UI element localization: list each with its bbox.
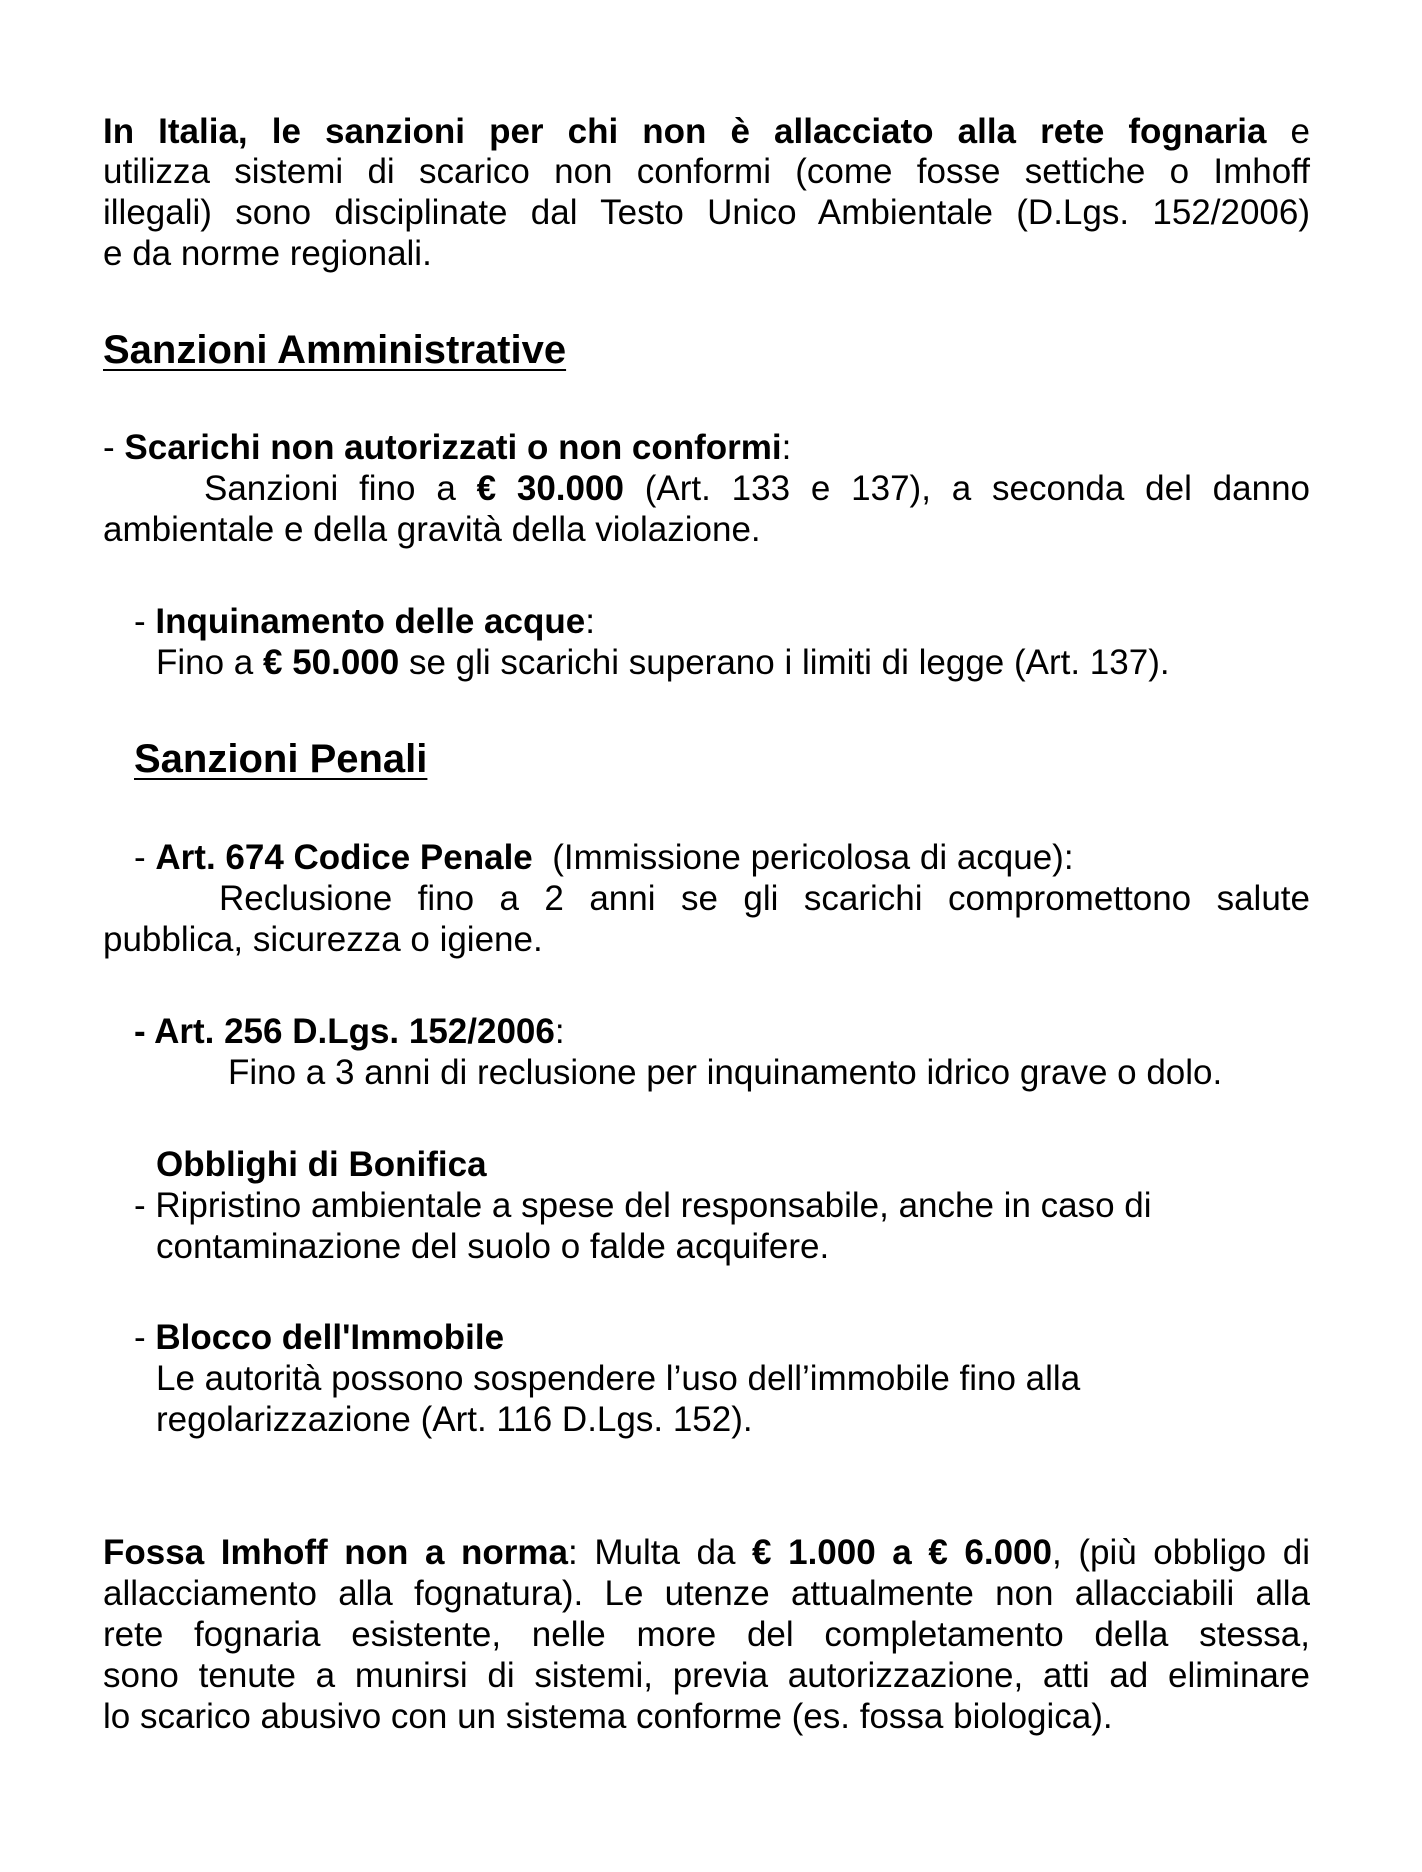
art674-title-line — [134, 838, 1074, 878]
bonifica-line-2: contaminazione del suolo o falde acquifere. — [156, 1227, 830, 1266]
bonifica-line-1: - Ripristino ambientale a spese del responsabile, anche in caso di — [134, 1186, 1152, 1225]
art674-title: Art. 674 Codice Penale — [155, 838, 533, 877]
scarichi-line-2: ambientale e della gravità della violazione. — [103, 510, 761, 549]
scarichi-amount: € 30.000 — [476, 469, 624, 508]
art256-title: - Art. 256 D.Lgs. 152/2006 — [134, 1012, 555, 1051]
blocco-line-2: regolarizzazione (Art. 116 D.Lgs. 152). — [156, 1400, 753, 1439]
imhoff-line-1 — [103, 1533, 1310, 1573]
intro-line-1-rest: e — [1290, 112, 1310, 151]
inquinamento-text-a: Fino a — [156, 643, 263, 682]
imhoff-text-a: : Multa da — [568, 1533, 753, 1572]
art674-subtitle: (Immissione pericolosa di acque): — [532, 838, 1074, 877]
scarichi-text-b: (Art. 133 e 137), a seconda del danno — [623, 469, 1311, 508]
scarichi-line-1 — [204, 469, 1310, 509]
inquinamento-text-b: se gli scarichi superano i limiti di legge (Art. 137). — [399, 643, 1170, 682]
imhoff-line-3: rete fognaria esistente, nelle more del completamento della stessa, — [103, 1615, 1310, 1654]
heading-penal: Sanzioni Penali — [134, 737, 428, 781]
art256-title-line — [134, 1012, 565, 1052]
intro-line-2: utilizza sistemi di scarico non conformi (come fosse settiche o Imhoff — [103, 152, 1310, 191]
art674-line-1: Reclusione fino a 2 anni se gli scarichi compromettono salute — [219, 879, 1310, 918]
imhoff-line-2: allacciamento alla fognatura). Le utenze attualmente non allacciabili alla — [103, 1574, 1310, 1613]
colon: : — [554, 1012, 565, 1051]
scarichi-text-a: Sanzioni fino a — [204, 469, 477, 508]
imhoff-line-5: lo scarico abusivo con un sistema conforme (es. fossa biologica). — [103, 1697, 1113, 1736]
intro-line-3: illegali) sono disciplinate dal Testo Unico Ambientale (D.Lgs. 152/2006) — [103, 193, 1310, 232]
intro-bold: In Italia, le sanzioni per chi non è allacciato alla rete fognaria — [103, 112, 1267, 151]
inquinamento-title: Inquinamento delle acque — [155, 602, 586, 641]
bonifica-title-line — [156, 1145, 487, 1185]
inquinamento-line-1 — [156, 643, 1170, 683]
scarichi-title: Scarichi non autorizzati o non conformi — [124, 428, 782, 467]
blocco-line-1: Le autorità possono sospendere l’uso dell’immobile fino alla — [156, 1359, 1081, 1398]
dash: - — [134, 838, 156, 877]
dash: - — [134, 1318, 156, 1357]
blocco-title-line — [134, 1318, 504, 1358]
imhoff-text-b: , (più obbligo di — [1052, 1533, 1310, 1572]
imhoff-line-4: sono tenute a munirsi di sistemi, previa autorizzazione, atti ad eliminare — [103, 1656, 1310, 1695]
scarichi-title-line — [103, 428, 791, 468]
imhoff-amount: € 1.000 a € 6.000 — [752, 1533, 1052, 1572]
art256-line-1: Fino a 3 anni di reclusione per inquinamento idrico grave o dolo. — [228, 1053, 1223, 1092]
inquinamento-amount: € 50.000 — [263, 643, 400, 682]
document-page — [103, 0, 1310, 1872]
dash: - — [103, 428, 125, 467]
intro-line-4: e da norme regionali. — [103, 234, 432, 273]
colon: : — [585, 602, 595, 641]
dash: - — [134, 602, 156, 641]
imhoff-title: Fossa Imhoff non a norma — [103, 1533, 569, 1572]
bonifica-title: Obblighi di Bonifica — [156, 1145, 487, 1184]
blocco-title: Blocco dell'Immobile — [155, 1318, 505, 1357]
heading-admin: Sanzioni Amministrative — [103, 328, 567, 372]
intro-line-1 — [103, 112, 1310, 152]
inquinamento-title-line — [134, 602, 595, 642]
colon: : — [781, 428, 792, 467]
art674-line-2: pubblica, sicurezza o igiene. — [103, 920, 543, 959]
